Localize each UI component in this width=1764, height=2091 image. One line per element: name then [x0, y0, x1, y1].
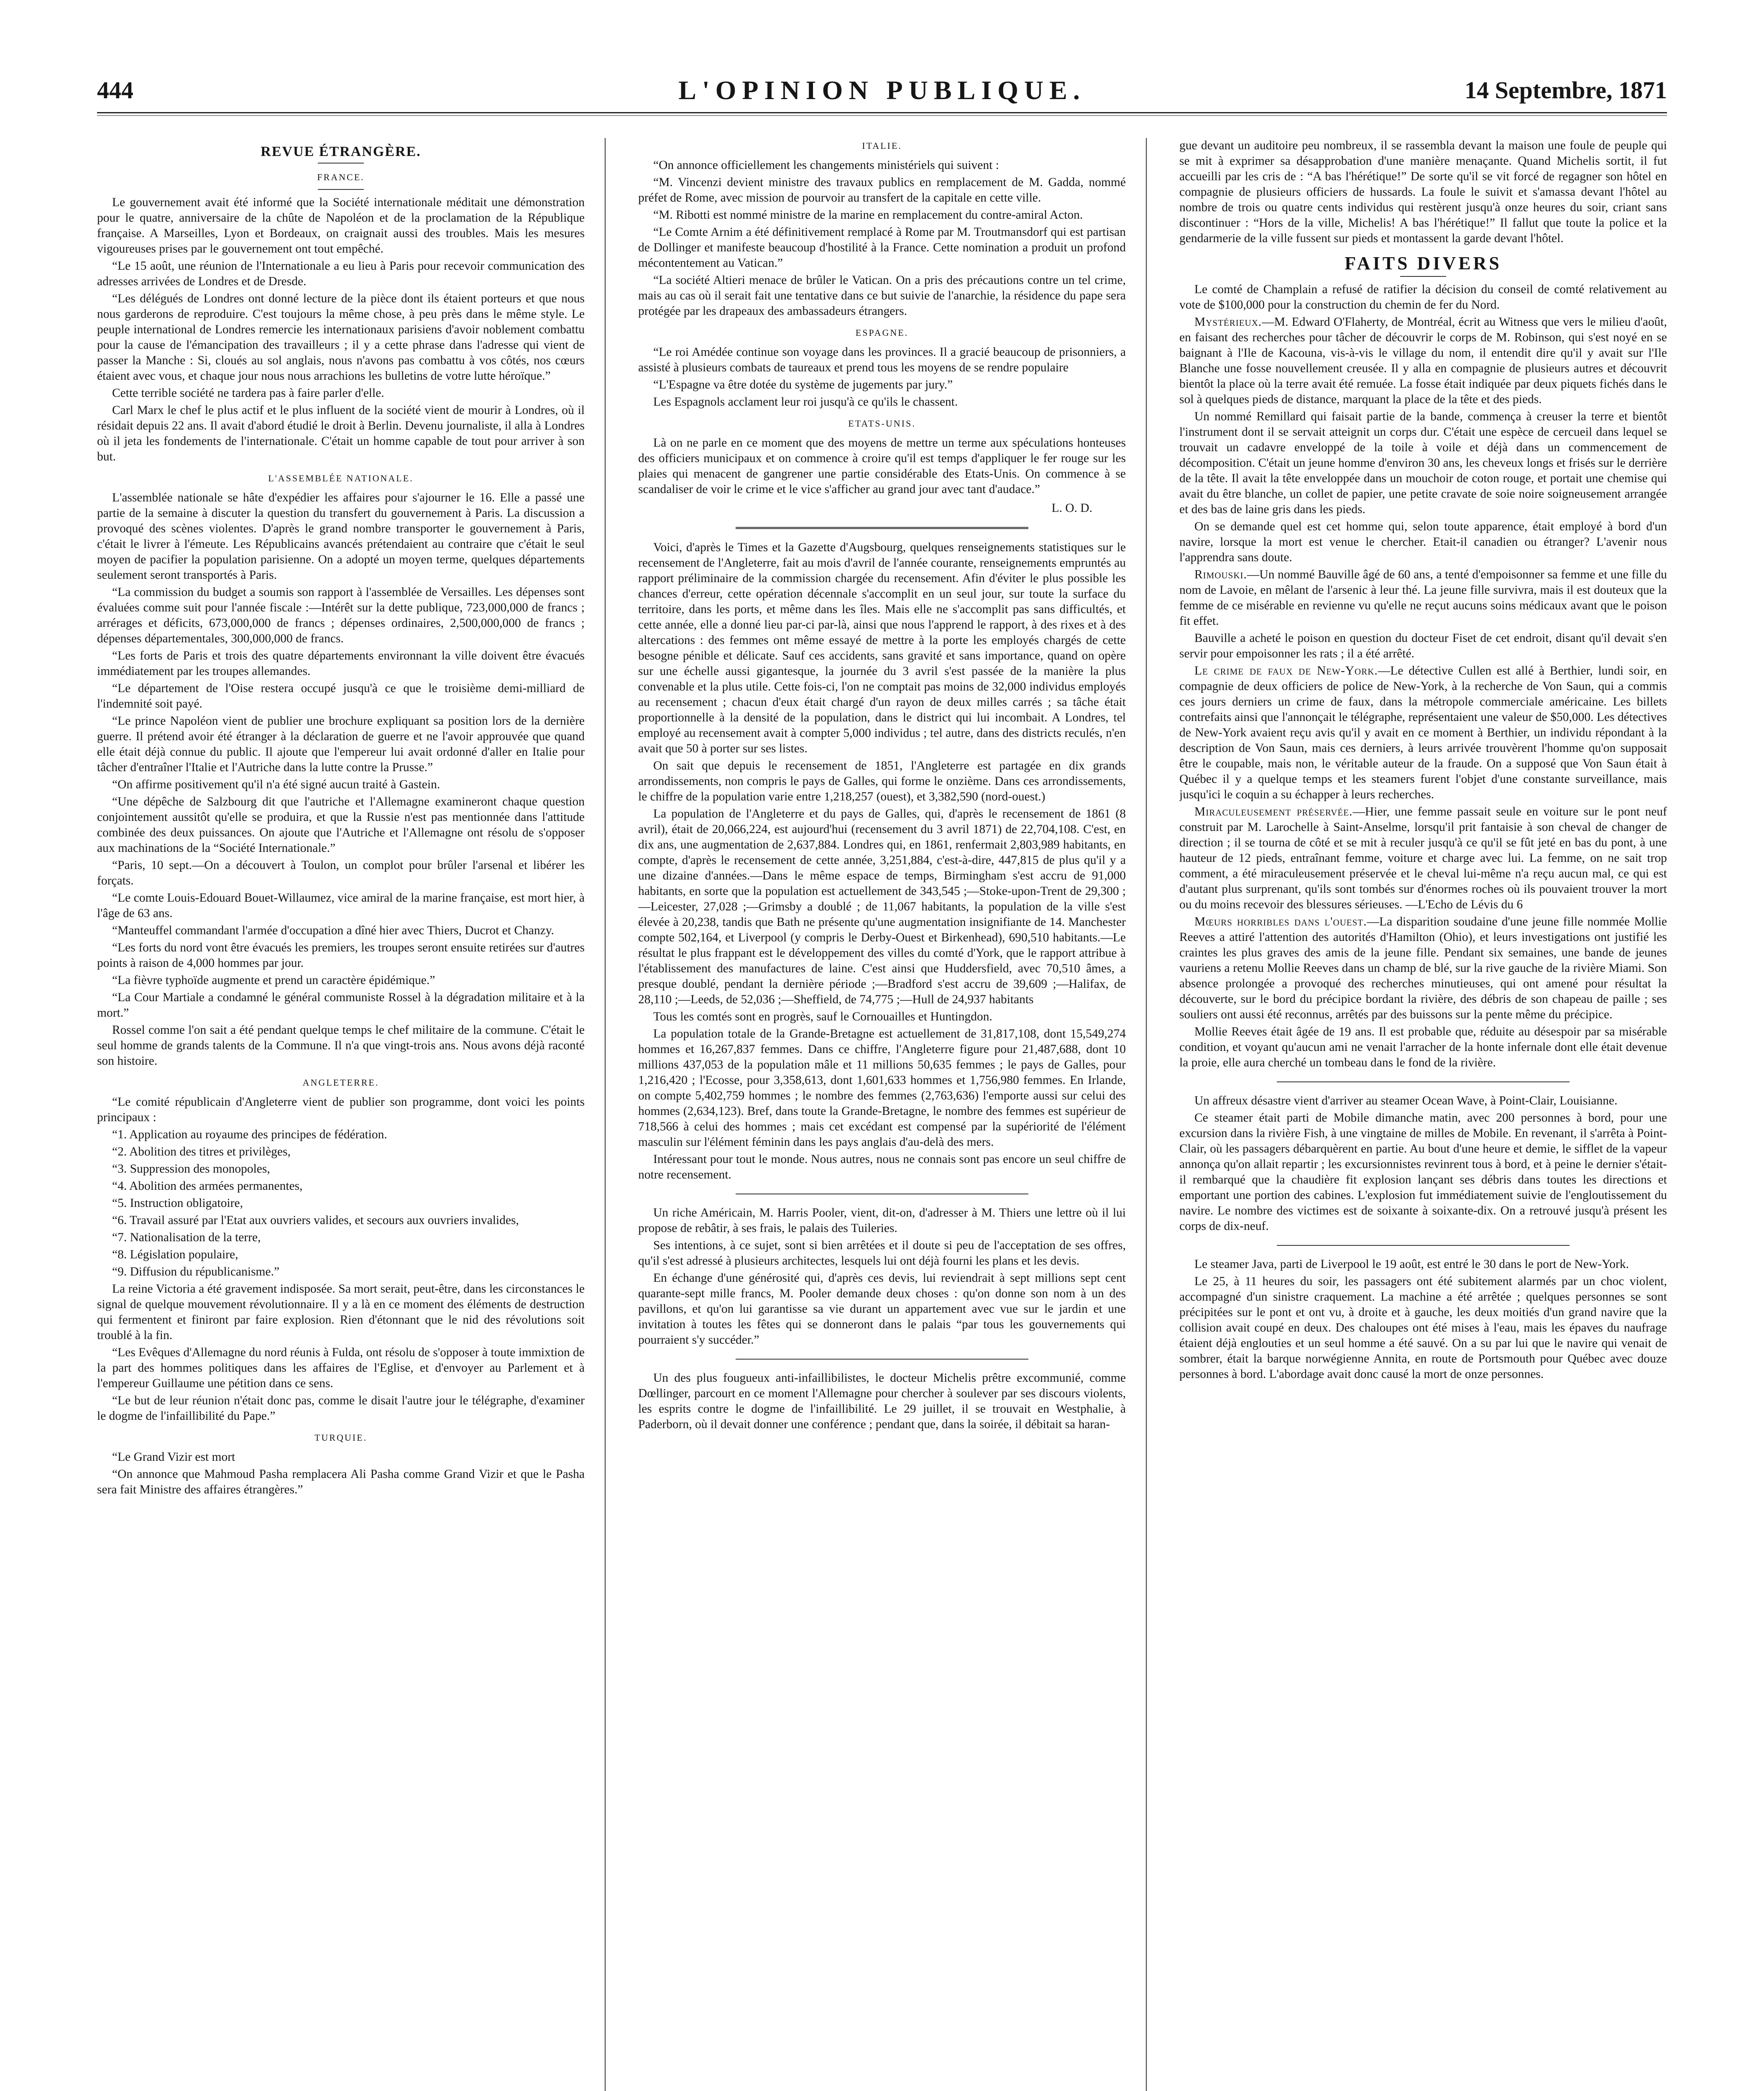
- paragraph: “Les délégués de Londres ont donné lecture de la pièce dont ils étaient porteurs et que nous nous garderons de reproduire. C'est toujours la même chose, à peu près dans le même style. Le peuple international de Londres remercie les internationaux parisiens d'avoir noblement combattu pour la cause de l'émancipation des travailleurs ; il y a cette phrase dans l'adresse qui vient de passer la Manche : Si, cloués au sol anglais, nous n'avons pas combattu à vos côtés, nos cœurs étaient avec vous, et chaque jour nous nous arrachions les bulletins de votre lutte héroïque.”: [97, 292, 585, 383]
- faits-divers-title: FAITS DIVERS: [1345, 253, 1502, 274]
- fait-runin: Mystérieux.: [1194, 315, 1262, 329]
- paragraph: “Le Grand Vizir est mort: [112, 1450, 235, 1464]
- fait-text: Un nommé Remillard qui faisait partie de la bande, commença à creuser la terre et bientôt l'instrument dont il se servait atteignit un corps dur. C'était une espèce de cercueil dans lequel se trouvait un cadavre enveloppé de la toile à voile et déjà dans un commencement de décomposition. C'était un jeune homme d'environ 30 ans, les cheveux longs et frisés sur le derrière de la tête. Il avait la tête enveloppée dans un mouchoir de coton rouge, et portait une chemise qui avait du être blanche, un collet de papier, une petite cravate de soie noire soigneusement arrangée et des bas de laine gris dans les pieds.: [1179, 410, 1667, 516]
- paragraph: Voici, d'après le Times et la Gazette d'Augsbourg, quelques renseignements statistiques sur le recensement de l'Angleterre, fait au mois d'avril de l'année courante, renseignements empruntés au rapport préliminaire de la commission chargée du recensement. Afin d'éviter le plus possible les chances d'erreur, cette opération décennale s'accomplit en un seul jour, sur toute la surface du territoire, dans les ports, et même dans les îles. Mais elle ne s'accomplit pas sans difficultés, et cette année, elle a donné lieu par-ci par-là, ainsi que nous l'apprend le rapport, à des rixes et à des altercations : des femmes ont même essayé de mettre à la porte les employés chargés de cette besogne pénible et délicate. Sauf ces accidents, sans gravité et sans importance, quand on opère sur une échelle aussi gigantesque, la journée du 3 avril s'est passée de la manière la plus convenable et la plus utile. Cette fois-ci, l'on ne comptait pas moins de 32,000 individus employés au recensement ; chacun d'eux était chargé d'un rayon de deux milles carrés ; sa tâche était proportionnelle à la densité de la population, dans le district qui lui incombait. A Londres, tel employé au recensement avait à compter 5,000 individus ; tel autre, dans des districts reculés, n'en avait que 50 à porter sur ses listes.: [638, 541, 1126, 755]
- paragraph: Le 25, à 11 heures du soir, les passagers ont été subitement alarmés par un choc violent, accompagné d'un sinistre craquement. La machine a été arrêtée ; quelques personnes se sont précipitées sur le pont et ont vu, à droite et à gauche, les deux moitiés d'un grand navire que la collision avait coupé en deux. Des chaloupes ont été mises à l'eau, mais les épaves du naufrage étaient déjà englouties et un seul homme a été sauvé. On a su par lui que le navire qui venait de sombrer, était la barque norwégienne Annita, en route de Portsmouth pour Québec avec douze personnes à bord. L'abordage avait donc causé la mort de onze personnes.: [1179, 1275, 1667, 1381]
- fait-paragraph: [1179, 314, 1667, 407]
- fait-runin: Miraculeusement préservée.: [1194, 805, 1353, 818]
- column-1: [97, 138, 585, 2091]
- list-item: “9. Diffusion du républicanisme.”: [112, 1265, 280, 1278]
- paragraph: Ses intentions, à ce sujet, sont si bien arrêtées et il doute si peu de l'acceptation de ses offres, qu'il s'est adressé à plusieurs architectes, lesquels lui ont déjà fourni les plans et les devis.: [638, 1239, 1126, 1268]
- paragraph: “Le Comte Arnim a été définitivement remplacé à Rome par M. Troutmansdorf qui est partisan de Dollinger et manifeste beaucoup d'hostilité à la France. Cette nomination a produit un profond mécontentement au Vatican.”: [638, 225, 1126, 270]
- fait-runin: Le crime de faux de New-York.: [1194, 664, 1378, 677]
- article-separator: [1277, 1245, 1570, 1246]
- paragraph: “Une dépêche de Salzbourg dit que l'autriche et l'Allemagne examineront chaque question conjointement aussitôt qu'elle se produira, et que la Russie n'est pas mentionnée dans l'attitude combinée des deux puissances. On ajoute que l'Autriche et l'Allemagne ont résolu de s'opposer aux machinations de la “Société Internationale.”: [97, 795, 585, 855]
- revue-etrangere-title: REVUE ÉTRANGÈRE.: [261, 144, 421, 159]
- paragraph: “Le but de leur réunion n'était donc pas, comme le disait l'autre jour le télégraphe, d'examiner le dogme de l'infaillibilité du Pape.”: [97, 1394, 585, 1423]
- fait-paragraph: [1179, 663, 1667, 803]
- fait-paragraph: [1179, 804, 1667, 913]
- paragraph: La population totale de la Grande-Bretagne est actuellement de 31,817,108, dont 15,549,274 hommes et 16,267,837 femmes. Dans ce chiffre, l'Angleterre figure pour 21,487,688, dont 10 millions 437,053 de la population mâle et 11 millions 50,635 femmes ; le pays de Galles, pour 1,216,420 ; l'Ecosse, pour 3,358,613, dont 1,601,633 hommes et 1,756,980 femmes. En Irlande, on compte 5,402,759 hommes ; le nombre des femmes (2,763,636) l'emporte aussi sur celui des hommes (2,634,123). Bref, dans toute la Grande-Bretagne, le nombre des femmes est supérieur de 718,566 à celui des hommes ; mais cet excédant est compensé par la supériorité de l'élément masculin sur l'élément féminin dans les pays anglais d'au-delà des mers.: [638, 1027, 1126, 1149]
- paragraph: Intéressant pour tout le monde. Nous autres, nous ne connais sont pas encore un seul chiffre de notre recensement.: [638, 1153, 1126, 1181]
- espagne-heading: ESPAGNE.: [855, 327, 909, 338]
- list-item: “3. Suppression des monopoles,: [112, 1162, 270, 1176]
- paragraph: Un des plus fougueux anti-infaillibilistes, le docteur Michelis prêtre excommunié, comme Dœllinger, parcourt en ce moment l'Allemagne pour chercher à soulever par ses discours violents, les esprits contre le dogme de l'infaillibilité. Le 29 juillet, il se trouvait en Westphalie, à Paderborn, où il devait donner une conférence ; pendant que, dans la soirée, il débitait sa haran-: [638, 1371, 1126, 1431]
- fait-text: Bauville a acheté le poison en question du docteur Fiset de cet endroit, disant qu'il devait s'en servir pour empoisonner les rats ; il a été arrêté.: [1179, 631, 1667, 660]
- fait-text: —M. Edward O'Flaherty, de Montréal, écrit au Witness que vers le milieu d'août, en faisant des recherches pour tâcher de découvrir le corps de M. Robinson, qui s'est noyé en se baignant à l'Ile de Kacouna, vis-à-vis le village du nom, il entendit dire qu'il y avait sur l'Ile Blanche une fosse nouvellement creusée. Il y alla en compagnie de plusieurs autres et découvrit bientôt la place où la terre avait été remuée. La fosse était indiquée par deux piquets fichés dans le sol à quelques pieds de distance, marquant la place de la tête et des pieds.: [1179, 315, 1667, 406]
- paragraph: “Le prince Napoléon vient de publier une brochure expliquant sa position lors de la dernière guerre. Il prétend avoir été étranger à la déclaration de guerre et ne l'avoir approuvée que quand elle était déjà connue du public. Il ajoute que l'empereur lui avait ordonné d'aller en Italie pour tâcher d'entraîner l'Italie et l'Autriche dans la lutte contre la Prusse.”: [97, 714, 585, 774]
- masthead: [97, 74, 1667, 124]
- paragraph: Ce steamer était parti de Mobile dimanche matin, avec 200 personnes à bord, pour une excursion dans la rivière Fish, à une vingtaine de milles de Mobile. En revenant, il s'arrêta à Point-Clair, où les passagers débarquèrent en partie. Au bout d'une heure et demie, le sifflet de la vapeur annonça qu'on allait repartir ; les excursionnistes revinrent tous à bord, et à peine le dernier s'était-il rembarqué que la chaudière fit explosion lançant ses débris dans toutes les directions et emportant une portion des cabines. L'explosion fut immédiatement suivie de l'engloutissement du navire. Le nombre des victimes est de soixante à soixante-dix. On a retrouvé jusqu'à présent les corps de dix-neuf.: [1179, 1111, 1667, 1233]
- france-heading: FRANCE.: [317, 172, 365, 182]
- fait-text: Mollie Reeves était âgée de 19 ans. Il est probable que, réduite au désespoir par sa misérable condition, et voyant qu'aucun ami ne venait l'arracher de la honte infernale dont elle était devenue la proie, elle aura cherché un tombeau dans le fond de la rivière.: [1179, 1025, 1667, 1069]
- fait-paragraph: [1179, 519, 1667, 565]
- column-divider: [605, 138, 606, 2091]
- column-2: [638, 138, 1126, 2091]
- fait-text: —La disparition soudaine d'une jeune fille nommée Mollie Reeves a attiré l'attention des autorités d'Hamilton (Ohio), et leurs investigations ont justifié les craintes les plus graves des amis de la jeune fille. Pendant six semaines, une bande de jeunes vauriens a retenu Mollie Reeves dans un champ de blé, sur la rive gauche de la rivière Miami. Son absence prolongée a provoqué des recherches minutieuses, qui ont amené pour résultat la découverte, sur le bord du précipice bordant la rivière, des débris de son chapeau de paille ; ses souliers ont aussi été reconnus, arrêtés par des buissons sur la pente même du précipice.: [1179, 915, 1667, 1021]
- column-3: [1179, 138, 1667, 2091]
- paragraph: “La commission du budget a soumis son rapport à l'assemblée de Versailles. Les dépenses sont évaluées comme suit pour l'année fiscale :—Intérêt sur la dette publique, 723,000,000 de francs ; arrérages et déficits, 673,000,000 de francs ; dépenses ordinaires, 2,500,000,000 de francs ; dépenses départementales, 300,000,000 de francs.: [97, 585, 585, 645]
- list-item: “7. Nationalisation de la terre,: [112, 1231, 261, 1244]
- paragraph: Le steamer Java, parti de Liverpool le 19 août, est entré le 30 dans le port de New-York.: [1194, 1258, 1629, 1271]
- assemblee-heading: L'ASSEMBLÉE NATIONALE.: [268, 473, 414, 483]
- paragraph: “Les Evêques d'Allemagne du nord réunis à Fulda, ont résolu de s'opposer à toute immixtion de la part des hommes politiques dans les affaires de l'Eglise, et d'envoyer au Parlement et à l'empereur Guillaume une pétition dans ce sens.: [97, 1346, 585, 1390]
- article-separator: [736, 1359, 1028, 1360]
- fait-text: —Le détective Cullen est allé à Berthier, lundi soir, en compagnie de deux officiers de police de New-York, à la recherche de Von Saun, qui a commis ces jours derniers un crime de faux, dans la métropole commerciale américaine. Les billets contrefaits ainsi que l'annonçait le télégraphe, représentaient une valeur de $50,000. Les détectives de New-York avaient reçu avis qu'il y avait en ce moment à Berthier, un individu répondant à la description de Von Saun, mais ces derniers, à leurs arrivée trouvèrent l'homme qu'on supposait être le coupable, mais non, le véritable auteur de la fraude. On a supposé que Von Saun était à Québec il y a quelque temps et les steamers furent l'objet d'une constante surveillance, mais jusqu'ici le coquin a su échapper à leurs recherches.: [1179, 664, 1667, 801]
- paragraph: “Le département de l'Oise restera occupé jusqu'à ce que le troisième demi-milliard de l'indemnité soit payé.: [97, 682, 585, 711]
- list-item: “5. Instruction obligatoire,: [112, 1196, 243, 1210]
- paragraph: Là on ne parle en ce moment que des moyens de mettre un terme aux spéculations honteuses des officiers municipaux et on commence à croire qu'il est temps d'appliquer le fer rouge sur les plaies qui menacent de gangrener une partie considérable des Etats-Unis. On commence à se scandaliser de voir le crime et le vice s'afficher au grand jour avec tant d'audace.”: [638, 436, 1126, 496]
- title-rule: [1400, 276, 1446, 277]
- list-item: “1. Application au royaume des principes de fédération.: [112, 1128, 387, 1141]
- fait-paragraph: [1179, 914, 1667, 1022]
- paragraph: Un affreux désastre vient d'arriver au steamer Ocean Wave, à Point-Clair, Louisianne.: [1194, 1094, 1618, 1107]
- paragraph: “La société Altieri menace de brûler le Vatican. On a pris des précautions contre un tel crime, mais au cas où il serait fait une tentative dans ce but suivie de l'anarchie, la résidence du pape sera protégée par les drapeaux des ambassadeurs étrangers.: [638, 274, 1126, 318]
- list-item: “8. Législation populaire,: [112, 1248, 238, 1261]
- fait-text: —Hier, une femme passait seule en voiture sur le pont neuf construit par M. Larochelle à Saint-Anselme, lorsqu'il prit fantaisie à son cheval de changer de direction ; il se tourna de côté et se mit à reculer jusqu'à ce qu'il se fût jeté en bas du pont, à une hauteur de 12 pieds, entraînant femme, voiture et charge avec lui. La femme, on ne sait trop comment, a été miraculeusement préservée et le cheval lui-même n'a reçu aucun mal, ce qui est d'autant plus surprenant, qu'ils sont tombés sur d'énormes roches où ils pouvaient trouver la mort ou du moins recevoir des blessures sérieuses. —L'Echo de Lévis du 6: [1179, 805, 1667, 911]
- italie-heading: ITALIE.: [862, 141, 902, 151]
- fait-runin: Rimouski.: [1194, 568, 1247, 581]
- paragraph: Le gouvernement avait été informé que la Société internationale méditait une démonstration pour le quatre, anniversaire de la chûte de Napoléon et de la proclamation de la République française. A Marseilles, Lyon et Bordeaux, on craignait aussi des troubles. Mais les mesures vigoureuses prises par le gouvernement ont tout empêché.: [97, 196, 585, 256]
- paragraph: La reine Victoria a été gravement indisposée. Sa mort serait, peut-être, dans les circonstances le signal de quelque mouvement révolutionnaire. Il y a là en ce moment des éléments de destruction qui fermentent et finiront par faire explosion. Rien d'étonnant que le nid des révolutions soit troublé à la fin.: [97, 1282, 585, 1342]
- paragraph: “Le comité républicain d'Angleterre vient de publier son programme, dont voici les points principaux :: [97, 1095, 585, 1124]
- fait-paragraph: [1179, 631, 1667, 662]
- paragraph: “L'Espagne va être dotée du système de jugements par jury.”: [653, 378, 953, 391]
- paragraph: “M. Vincenzi devient ministre des travaux publics en remplacement de M. Gadda, nommé préfet de Rome, avec mission de pourvoir au transfert de la capitale en cette ville.: [638, 176, 1126, 204]
- masthead-rule-thin: [97, 115, 1667, 116]
- column-divider: [1146, 138, 1147, 2091]
- fait-paragraph: [1179, 567, 1667, 629]
- fait-text: —Un nommé Bauville âgé de 60 ans, a tenté d'empoisonner sa femme et une fille du nom de Lavoie, en mêlant de l'arsenic à leur thé. La jeune fille survivra, mais il est douteux que la femme de ce misérable en revienne vu qu'elle ne reçut aucuns soins médicaux avant que le poison fit effet.: [1179, 568, 1667, 628]
- angleterre-heading: ANGLETERRE.: [302, 1077, 379, 1088]
- list-item: “6. Travail assuré par l'Etat aux ouvriers valides, et secours aux ouvriers invalides,: [112, 1214, 519, 1227]
- paragraph: “La Cour Martiale a condamné le général communiste Rossel à la dégradation militaire et à la mort.”: [97, 991, 585, 1020]
- fait-text: Le comté de Champlain a refusé de ratifier la décision du conseil de comté relativement au vote de $100,000 pour la construction du chemin de fer du Nord.: [1179, 283, 1667, 312]
- issue-date: 14 Septembre, 1871: [1465, 77, 1667, 104]
- paragraph: “Le 15 août, une réunion de l'Internationale a eu lieu à Paris pour recevoir communication des adresses arrivées de Londres et de Dresde.: [97, 259, 585, 288]
- etats-unis-heading: ETATS-UNIS.: [848, 418, 916, 429]
- paragraph: “Manteuffel commandant l'armée d'occupation a dîné hier avec Thiers, Ducrot et Chanzy.: [112, 924, 554, 937]
- list-item: “4. Abolition des armées permanentes,: [112, 1179, 303, 1193]
- paragraph: Rossel comme l'on sait a été pendant quelque temps le chef militaire de la commune. C'était le seul homme de grands talents de la Commune. Il n'a que vingt-trois ans. Nous avons déjà raconté son histoire.: [97, 1023, 585, 1068]
- paragraph: “Paris, 10 sept.—On a découvert à Toulon, un complot pour brûler l'arsenal et libérer les forçats.: [97, 859, 585, 887]
- paragraph: Un riche Américain, M. Harris Pooler, vient, dit-on, d'adresser à M. Thiers une lettre où il lui propose de rebâtir, à ses frais, le palais des Tuileries.: [638, 1206, 1126, 1235]
- fait-runin: Mœurs horribles dans l'ouest.: [1194, 915, 1367, 928]
- paragraph: “Les forts du nord vont être évacués les premiers, les troupes seront ensuite retirées sur d'autres points à raison de 4,000 hommes par jour.: [97, 941, 585, 970]
- list-item: “2. Abolition des titres et privilèges,: [112, 1145, 291, 1158]
- paragraph: L'assemblée nationale se hâte d'expédier les affaires pour s'ajourner le 16. Elle a passé une partie de la semaine à discuter la question du transfert du gouvernement à Paris. La discussion a provoqué des scènes violentes. D'après le grand nombre transporter le gouvernement à Paris, c'était le livrer à l'émeute. Les Républicains avancés prétendaient au contraire que c'était le seul moyen de pacifier la population parisienne. On a adopté un moyen terme, quelques départements seulement seront transportés à Paris.: [97, 491, 585, 582]
- article-separator: [1277, 1081, 1570, 1082]
- paragraph: Tous les comtés sont en progrès, sauf le Cornouailles et Huntingdon.: [653, 1010, 992, 1023]
- paragraph: Carl Marx le chef le plus actif et le plus influent de la société vient de mourir à Londres, où il résidait depuis 22 ans. Il avait d'abord étudié le droit à Berlin. Devenu journaliste, il alla à Londres où il jeta les fondements de l'internationale. C'était un homme capable de tout pour arriver à son but.: [97, 404, 585, 463]
- paragraph: Cette terrible société ne tardera pas à faire parler d'elle.: [112, 386, 384, 400]
- signature: L. O. D.: [1051, 501, 1092, 515]
- paragraph: gue devant un auditoire peu nombreux, il se rassembla devant la maison une foule de peuple qui se mit à exprimer sa désapprobation d'une manière menaçante. Quand Michelis sortit, il fut accueilli par les cris de : “A bas l'hérétique!” De sorte qu'il se vit forcé de regagner son hôtel en compagnie de plusieurs officiers de hussards. La foule le suivit et s'amassa devant l'hôtel au nombre de trois ou quatre cents individus qui restèrent jusqu'à onze heures du soir, criant sans discontinuer : “Hors de la ville, Michelis! A bas l'hérétique!” Il fallut que toute la police et la gendarmerie de la ville fussent sur pieds et montassent la garde devant l'hôtel.: [1179, 139, 1667, 245]
- paragraph: “M. Ribotti est nommé ministre de la marine en remplacement du contre-amiral Acton.: [653, 208, 1083, 222]
- title-rule: [318, 163, 364, 164]
- fait-paragraph: [1179, 282, 1667, 313]
- paragraph: Les Espagnols acclament leur roi jusqu'à ce qu'ils le chassent.: [653, 395, 958, 409]
- paragraph: “Le roi Amédée continue son voyage dans les provinces. Il a gracié beaucoup de prisonniers, a assisté à plusieurs combats de taureaux et prend tous les moyens de se rendre populaire: [638, 345, 1126, 374]
- masthead-rule: [97, 112, 1667, 113]
- paragraph: “On affirme positivement qu'il n'a été signé aucun traité à Gastein.: [112, 778, 440, 791]
- fait-paragraph: [1179, 1024, 1667, 1071]
- paragraph: On sait que depuis le recensement de 1851, l'Angleterre est partagée en dix grands arrondissements, non compris le pays de Galles, qui forme le onzième. Dans ces arrondissements, le chiffre de la population varie entre 1,218,257 (ouest), et 3,382,590 (nord-ouest.): [638, 759, 1126, 803]
- newspaper-title: L'OPINION PUBLIQUE.: [678, 75, 1086, 105]
- fait-paragraph: [1179, 409, 1667, 517]
- paragraph: “Le comte Louis-Edouard Bouet-Willaumez, vice amiral de la marine française, est mort hier, à l'âge de 63 ans.: [97, 891, 585, 920]
- fait-text: On se demande quel est cet homme qui, selon toute apparence, était employé à bord d'un navire, lorsque la mort est venue le chercher. Etait-il canadien ou étranger? L'avenir nous l'apprendra sans doute.: [1179, 520, 1667, 564]
- turquie-heading: TURQUIE.: [314, 1432, 368, 1443]
- paragraph: La population de l'Angleterre et du pays de Galles, qui, d'après le recensement de 1861 (8 avril), était de 20,066,224, est aujourd'hui (recensement du 3 avril 1871) de 22,704,108. C'est, en dix ans, une augmentation de 2,637,884. Londres qui, en 1861, renfermait 2,803,989 habitants, en compte, d'après le recensement de cette année, 3,251,884, c'est-à-dire, 447,815 de plus qu'il y a une dizaine d'années.—Dans le même espace de temps, Birmingham s'est accru de 91,000 habitants, en sorte que la population est actuellement de 343,545 ;—Stoke-upon-Trent de 29,300 ;—Leicester, 27,028 ;—Grimsby a doublé ; de 11,067 habitants, la population de la ville s'est élevée à 20,238, tandis que Bath ne présente qu'une augmentation insignifiante de 14. Manchester compte 502,164, et Liverpool (y compris le Derby-Ouest et Birkenhead), 690,510 habitants.—Le résultat le plus frappant est le développement des villes du comté d'York, que le rapport attribue à l'établissement des manufactures de laine. C'est ainsi que Huddersfield, avec 70,510 âmes, a presque doublé, pendant la dernière période ;—Bradford s'est accru de 39,609 ;—Halifax, de 28,110 ;—Leeds, de 52,036 ;—Sheffield, de 74,775 ;—Hull de 24,937 habitants: [638, 807, 1126, 1006]
- paragraph: “On annonce que Mahmoud Pasha remplacera Ali Pasha comme Grand Vizir et que le Pasha sera fait Ministre des affaires étrangères.”: [97, 1467, 585, 1496]
- paragraph: “La fièvre typhoïde augmente et prend un caractère épidémique.”: [112, 974, 435, 987]
- page-number: 444: [97, 77, 133, 104]
- program-list: [97, 1127, 585, 1280]
- paragraph: En échange d'une générosité qui, d'après ces devis, lui reviendrait à sept millions sept cent quarante-sept mille francs, M. Pooler demande deux choses : qu'on donne son nom à un des pavillons, et qu'on lui garantisse sa vie durant un appartement avec vue sur le jardin et une invitation à toutes les fêtes qui se donneront dans le palais “par tous les gouvernements qui pourraient s'y succéder.”: [638, 1271, 1126, 1347]
- article-separator: [736, 527, 1028, 529]
- paragraph: “On annonce officiellement les changements ministériels qui suivent :: [653, 158, 999, 172]
- heading-rule: [318, 189, 364, 190]
- paragraph: “Les forts de Paris et trois des quatre départements environnant la ville doivent être évacués immédiatement par les troupes allemandes.: [97, 649, 585, 678]
